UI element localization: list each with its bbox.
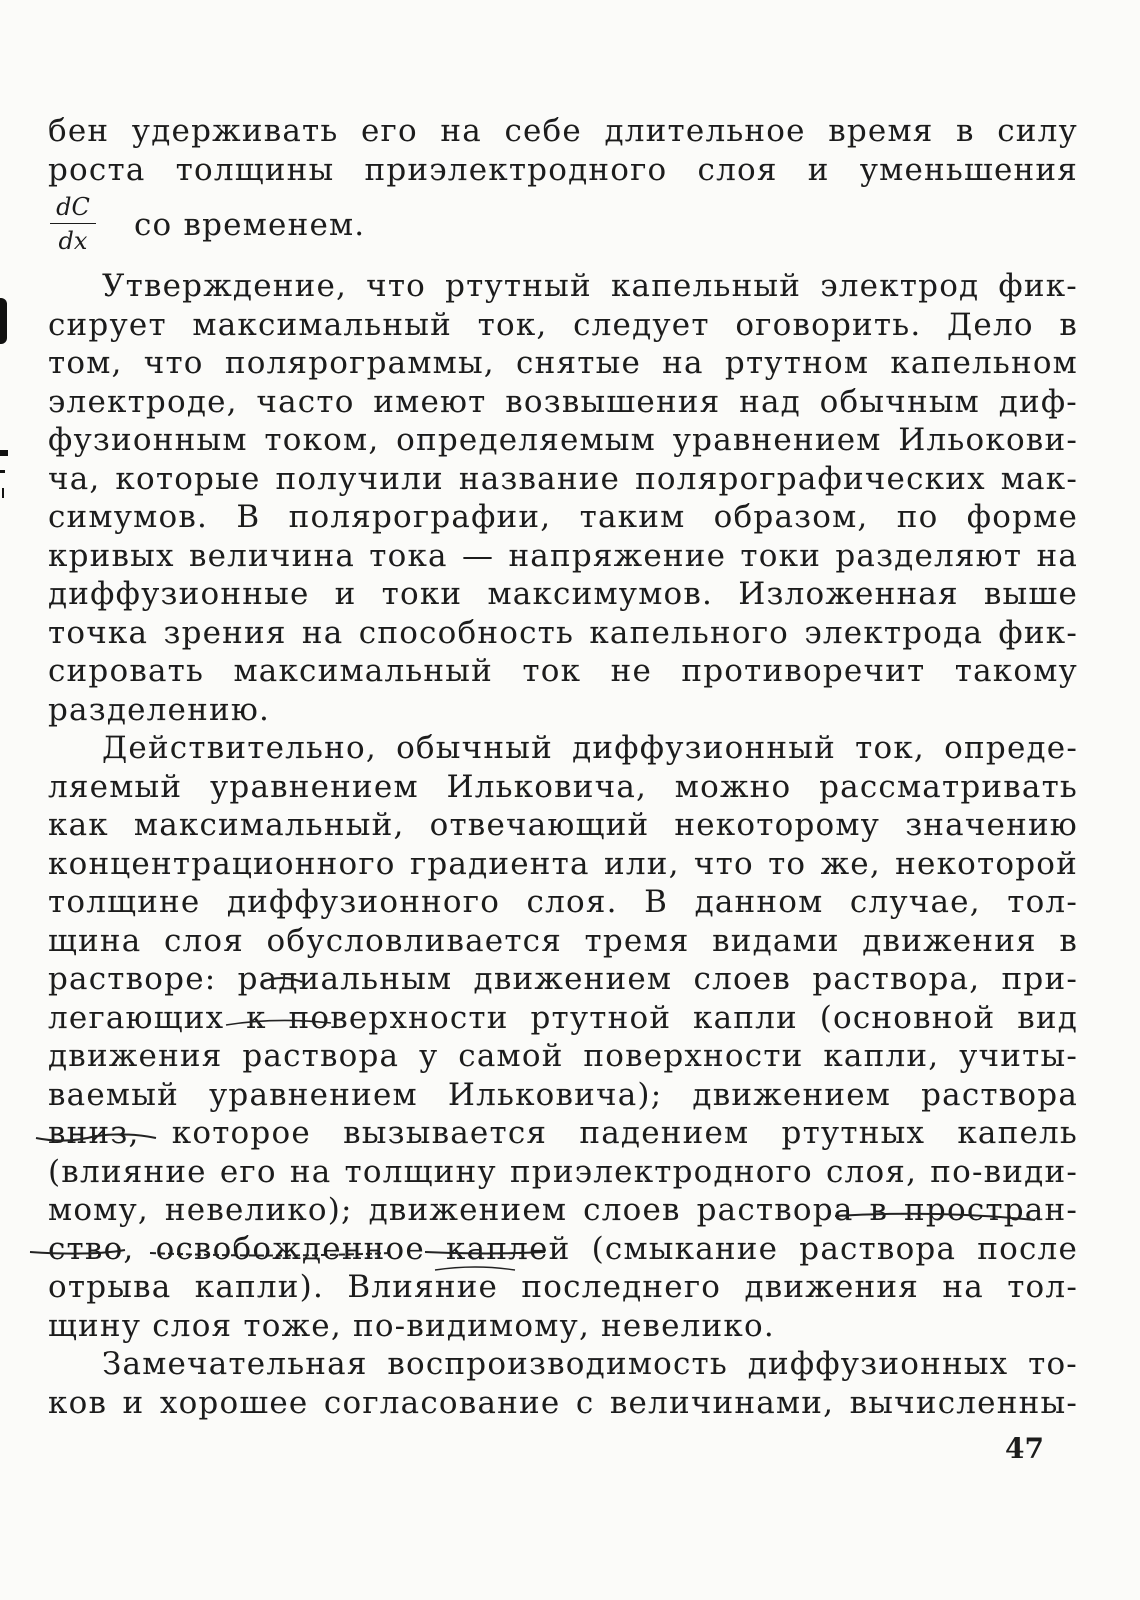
fraction-numerator: dC <box>50 191 96 224</box>
margin-bracket-mark <box>0 298 7 344</box>
text-line: растворе: радиальным движением слоев раствора, при- <box>48 961 1078 997</box>
text-line: легающих к поверхности ртутной капли (основной вид <box>48 999 1078 1036</box>
derivative-fraction <box>50 191 96 258</box>
text-line: как максимальный, отвечающий некоторому значению <box>48 807 1078 843</box>
paragraph-2 <box>48 267 1078 729</box>
text-line: электроде, часто имеют возвышения над обычным диф- <box>48 383 1078 420</box>
page-number: 47 <box>1005 1432 1044 1465</box>
text-line: фузионным током, определяемым уравнением Ильокови- <box>48 422 1078 458</box>
text-line: симумов. В полярографии, таким образом, по форме <box>48 499 1078 535</box>
text-line: ков и хорошее согласование с величинами, вычисленны- <box>48 1384 1078 1421</box>
paragraph-4 <box>48 1345 1078 1422</box>
fraction-trailing-text: со временем. <box>134 207 366 243</box>
text-line: Действительно, обычный диффузионный ток, опреде- <box>102 730 1078 766</box>
book-page-text <box>48 112 1078 1422</box>
margin-tick-mark <box>0 470 5 473</box>
text-line: щину слоя тоже, по-видимому, невелико. <box>48 1307 775 1344</box>
text-line: движения раствора у самой поверхности капли, учиты- <box>48 1038 1078 1074</box>
text-line: диффузионные и токи максимумов. Изложенная выше <box>48 576 1078 612</box>
formula-line <box>48 189 1078 267</box>
text-line: ство, освобожденное каплей (смыкание раствора после <box>48 1230 1078 1267</box>
text-line: вниз, которое вызывается падением ртутных капель <box>48 1115 1078 1151</box>
text-line: Замечательная воспроизводимость диффузионных то- <box>102 1346 1078 1382</box>
fraction-denominator: dx <box>58 227 88 255</box>
text-line: ча, которые получили название полярографических мак- <box>48 460 1078 497</box>
text-line: (влияние его на толщину приэлектродного слоя, по-види- <box>48 1153 1078 1190</box>
text-line: том, что полярограммы, снятые на ртутном капельном <box>48 345 1078 381</box>
text-line: Утверждение, что ртутный капельный электрод фик- <box>102 268 1078 304</box>
text-line: толщине диффузионного слоя. В данном случае, тол- <box>48 884 1078 920</box>
text-line: ляемый уравнением Ильковича, можно рассматривать <box>48 768 1078 805</box>
paragraph-3 <box>48 729 1078 1345</box>
text-line: отрыва капли). Влияние последнего движения на тол- <box>48 1269 1078 1305</box>
text-line: сирует максимальный ток, следует оговорить. Дело в <box>48 306 1078 343</box>
text-line: точка зрения на способность капельного электрода фик- <box>48 614 1078 651</box>
margin-tick-mark <box>0 450 8 456</box>
margin-tick-mark <box>2 488 4 498</box>
text-line: бен удерживать его на себе длительное время в силу <box>48 113 1078 149</box>
text-line: кривых величина тока — напряжение токи разделяют на <box>48 537 1078 574</box>
text-line: сировать максимальный ток не противоречит такому <box>48 653 1078 689</box>
text-line: щина слоя обусловливается тремя видами движения в <box>48 922 1078 959</box>
text-line: концентрационного градиента или, что то же, некоторой <box>48 845 1078 882</box>
text-line: разделению. <box>48 691 271 728</box>
text-line: мому, невелико); движением слоев раствора в простран- <box>48 1192 1078 1228</box>
text-line: ваемый уравнением Ильковича); движением раствора <box>48 1076 1078 1113</box>
text-line: роста толщины приэлектродного слоя и уменьшения <box>48 151 1078 188</box>
